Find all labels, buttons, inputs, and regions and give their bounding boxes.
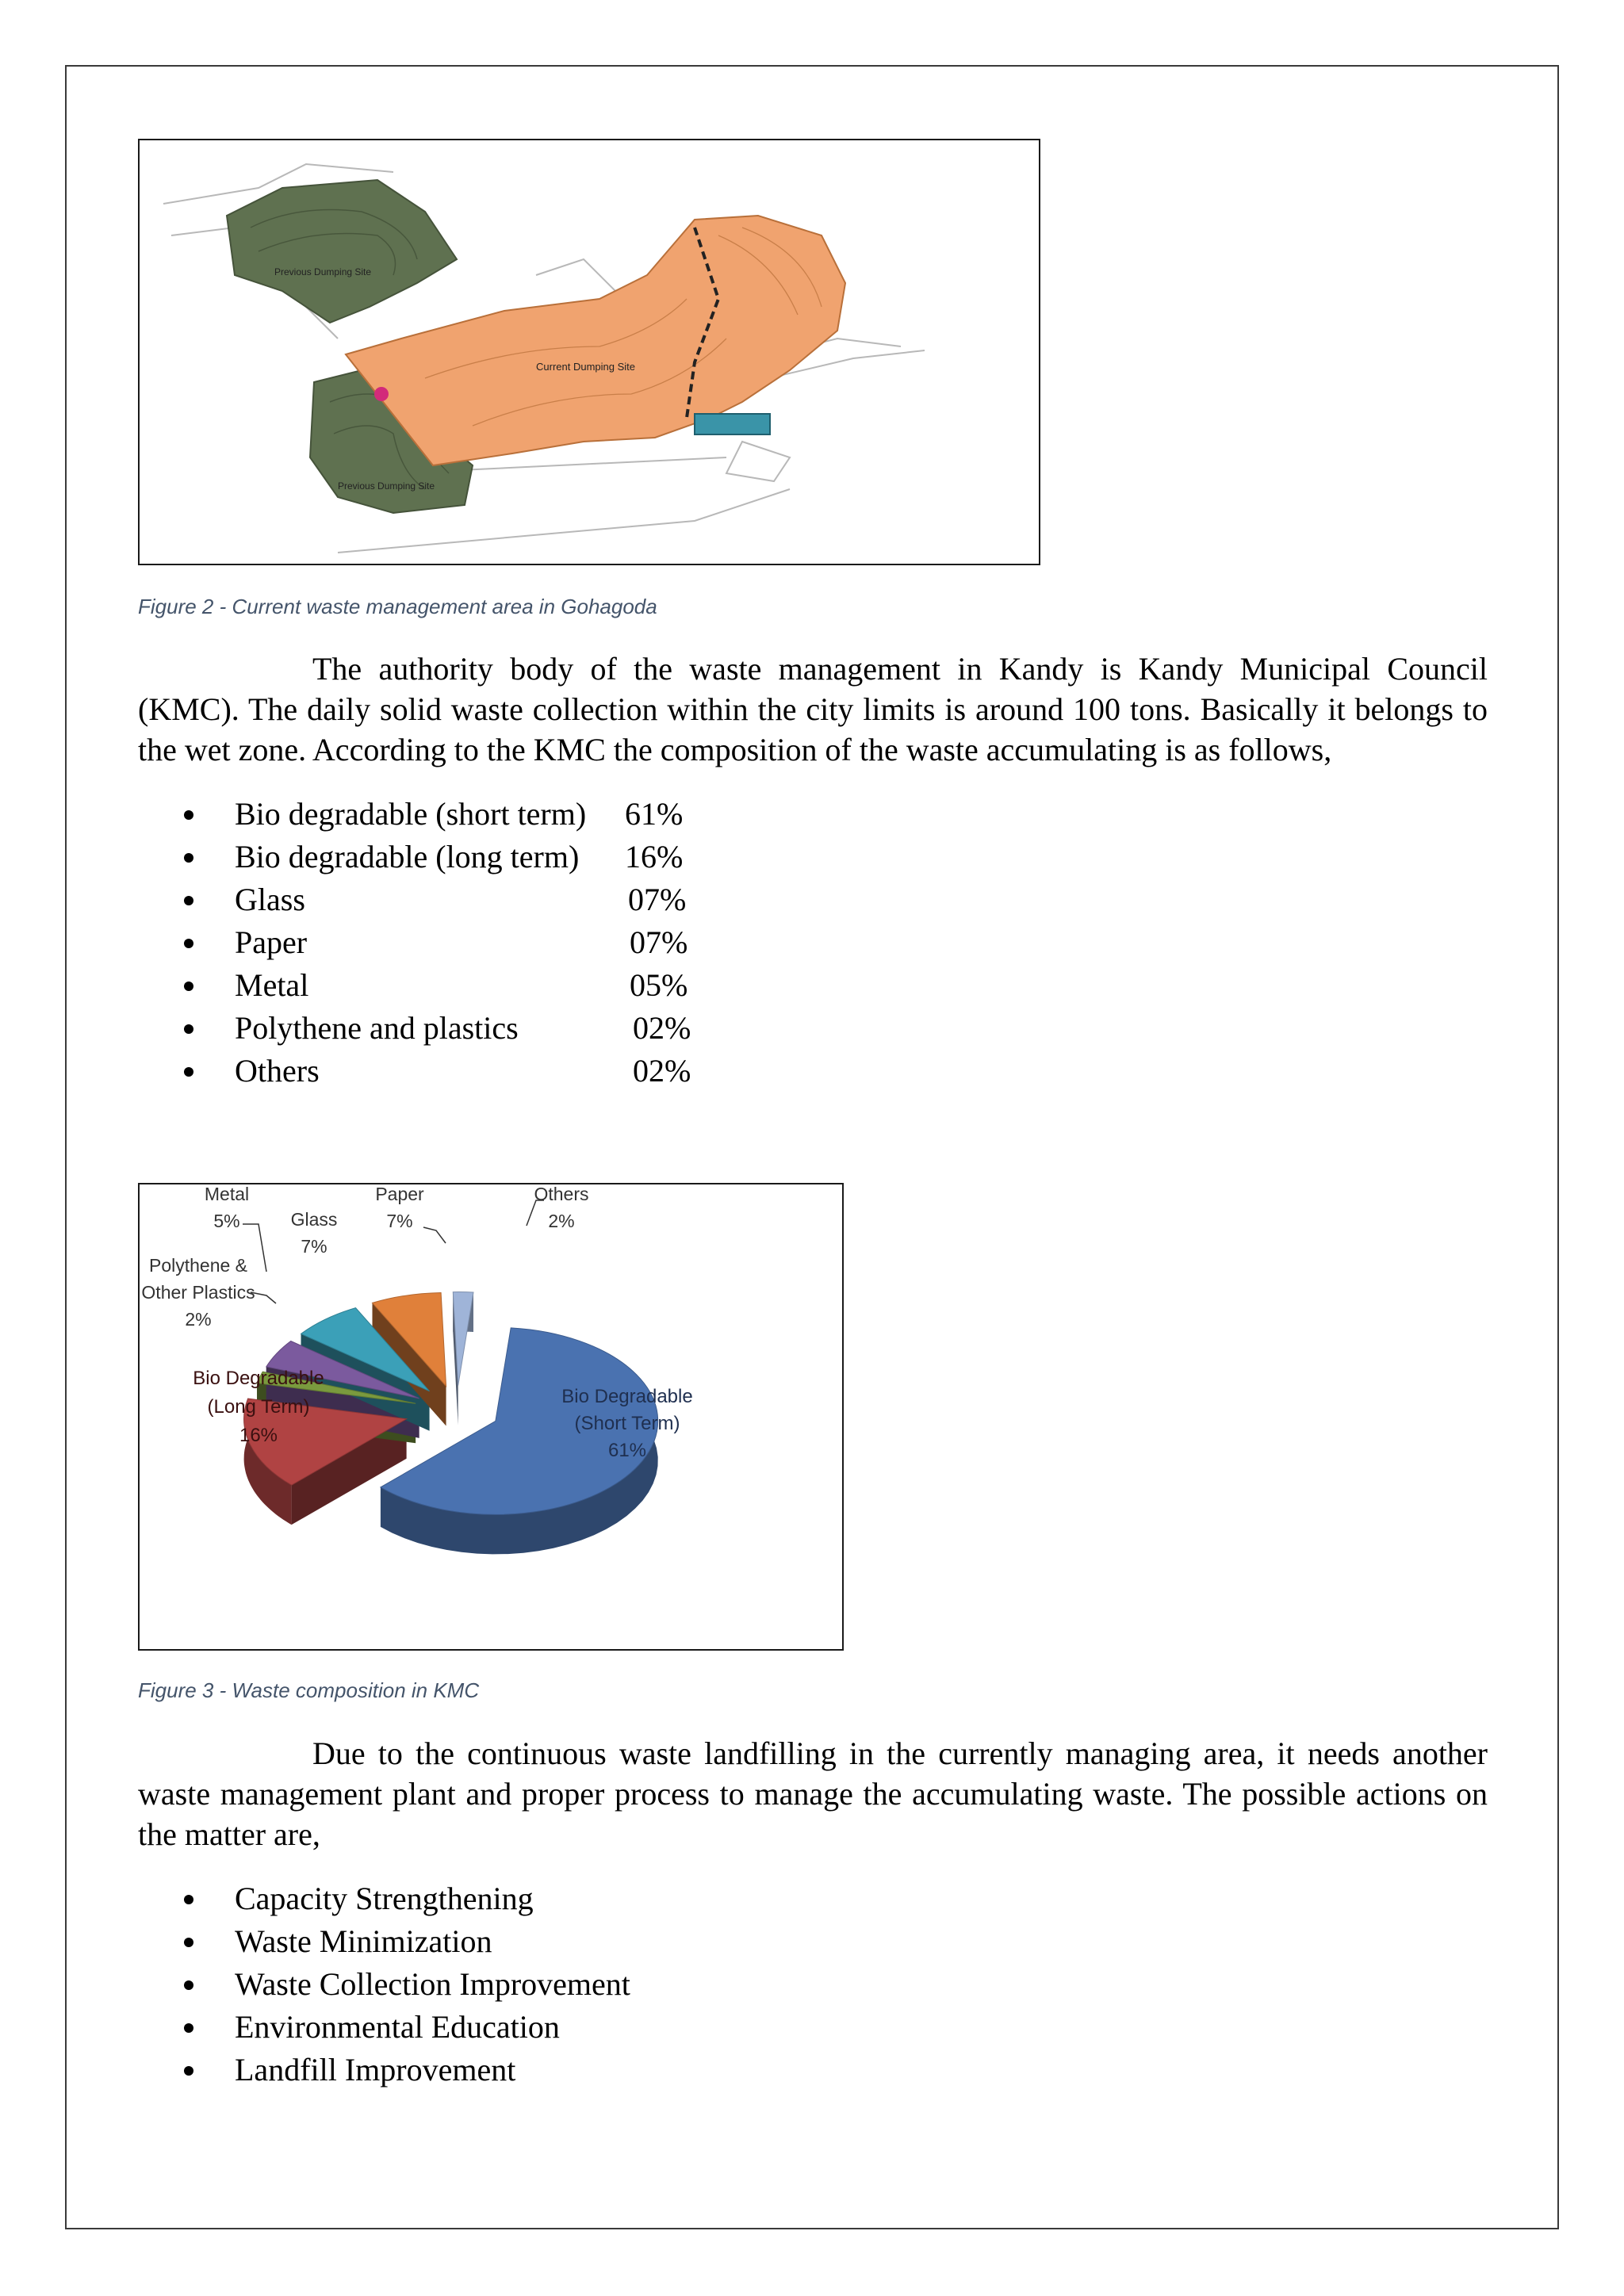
composition-label: Glass: [235, 882, 305, 917]
pie-label-glass: Glass: [290, 1209, 338, 1230]
composition-percent: 07%: [628, 882, 687, 917]
composition-percent: 07%: [630, 924, 688, 960]
composition-label: Others: [235, 1053, 320, 1089]
pie-label-plastics: 2%: [185, 1309, 212, 1330]
pie-label-paper: Paper: [375, 1184, 424, 1204]
pie-label-short-term: 61%: [607, 1440, 647, 1461]
composition-label: Bio degradable (long term): [235, 839, 580, 874]
composition-percent: 61%: [625, 796, 684, 832]
composition-label: Metal: [235, 967, 309, 1003]
pie-label-others: 2%: [548, 1211, 575, 1231]
paragraph-1-text: The authority body of the waste management in Kandy is Kandy Municipal Council (KMC). The daily solid waste collection within the city limits is around 100 tons. Basically it belongs to the wet zone. According to the KMC the composition of the waste accumulating is as follows,: [138, 651, 1488, 767]
current-site-label: Current Dumping Site: [536, 361, 635, 373]
composition-label: Paper: [235, 924, 308, 960]
pie-label-long-term: Bio Degradable: [193, 1368, 324, 1389]
pie-label-glass: 7%: [301, 1236, 327, 1257]
paragraph-2-text: Due to the continuous waste landfilling in the currently managing area, it needs another waste management plant and proper process to manage the accumulating waste. The possible actions on the matter are,: [138, 1735, 1488, 1852]
paragraph-1: [138, 649, 1488, 770]
figure3-caption: Figure 3 - Waste composition in KMC: [138, 1678, 480, 1702]
composition-percent: 02%: [633, 1010, 691, 1046]
pie-label-metal: Metal: [204, 1184, 250, 1204]
pie-label-long-term: 16%: [239, 1425, 278, 1446]
action-label: Capacity Strengthening: [235, 1881, 534, 1916]
site-map-figure: [138, 139, 1040, 565]
pie-label-paper: 7%: [386, 1211, 413, 1231]
action-label: Landfill Improvement: [235, 2052, 516, 2087]
pie-label-plastics: Other Plastics: [141, 1282, 255, 1303]
pie-label-others: Others: [534, 1184, 589, 1204]
pie-chart-figure: [138, 1183, 844, 1651]
previous-site-bottom-label: Previous Dumping Site: [338, 480, 435, 492]
composition-percent: 05%: [630, 967, 688, 1003]
pie-label-short-term: (Short Term): [574, 1413, 680, 1434]
pie-label-short-term: Bio Degradable: [561, 1386, 693, 1407]
pie-label-long-term: (Long Term): [207, 1396, 310, 1418]
composition-percent: 02%: [633, 1053, 691, 1089]
composition-percent: 16%: [625, 839, 684, 874]
composition-label: Polythene and plastics: [235, 1010, 519, 1046]
figure2-caption: Figure 2 - Current waste management area in Gohagoda: [138, 595, 657, 618]
action-label: Waste Minimization: [235, 1923, 492, 1959]
pie-label-plastics: Polythene &: [148, 1255, 248, 1276]
pie-chart: [140, 1184, 842, 1649]
site-map: [140, 140, 1039, 564]
previous-site-top-label: Previous Dumping Site: [274, 266, 372, 277]
action-label: Environmental Education: [235, 2009, 560, 2045]
composition-label: Bio degradable (short term): [235, 796, 587, 832]
pie-label-metal: 5%: [213, 1211, 240, 1231]
paragraph-2: [138, 1733, 1488, 1854]
action-label: Waste Collection Improvement: [235, 1966, 630, 2002]
